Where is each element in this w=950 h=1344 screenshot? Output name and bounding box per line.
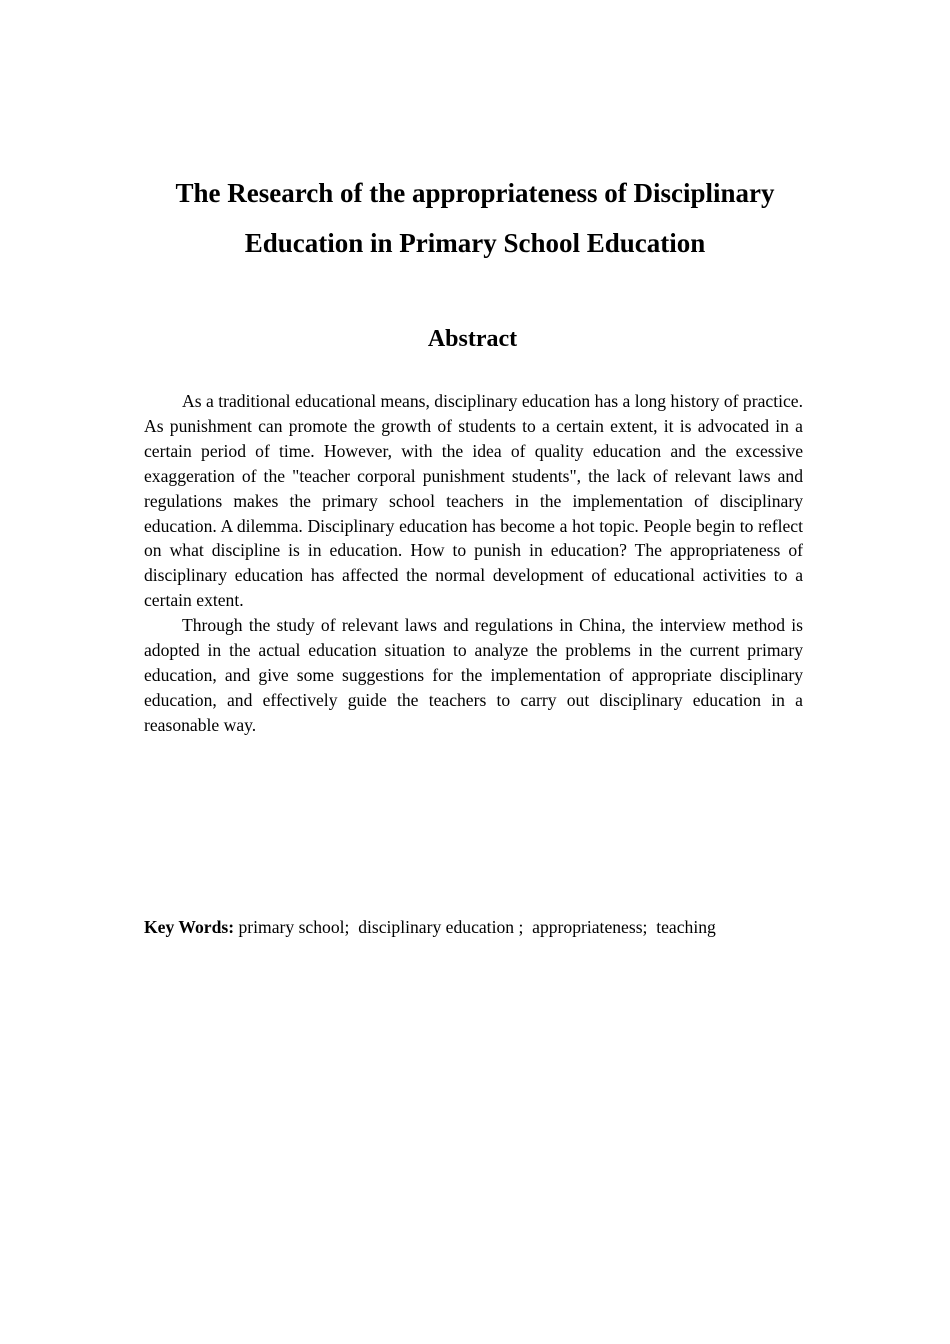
document-title: The Research of the appropriateness of Disciplinary Education in Primary School Education — [175, 178, 775, 258]
abstract-body — [144, 389, 803, 738]
abstract-paragraph-2: Through the study of relevant laws and regulations in China, the interview method is adopted in the actual education situation to analyze the problems in the current primary education, and give some suggestions for the implementation of appropriate disciplinary education, and effectively guide the teachers to carry out disciplinary education in a reasonable way. — [144, 615, 803, 735]
abstract-heading: Abstract — [427, 326, 518, 352]
abstract-paragraph-1: As a traditional educational means, disciplinary education has a long history of practice. As punishment can promote the growth of students to a certain extent, it is advocated in a certain period of time. However, with the idea of quality education and the excessive exaggeration of the "teacher corporal punishment students", the lack of relevant laws and regulations makes the primary school teachers in the implementation of disciplinary education. A dilemma. Disciplinary education has become a hot topic. People begin to reflect on what discipline is in education. How to punish in education? The appropriateness of disciplinary education has affected the normal development of educational activities to a certain extent. — [144, 391, 803, 611]
keywords-line — [144, 914, 844, 940]
keywords-list: primary school; disciplinary education ; appropriateness; teaching — [234, 917, 716, 937]
keywords-label: Key Words: — [144, 917, 235, 937]
